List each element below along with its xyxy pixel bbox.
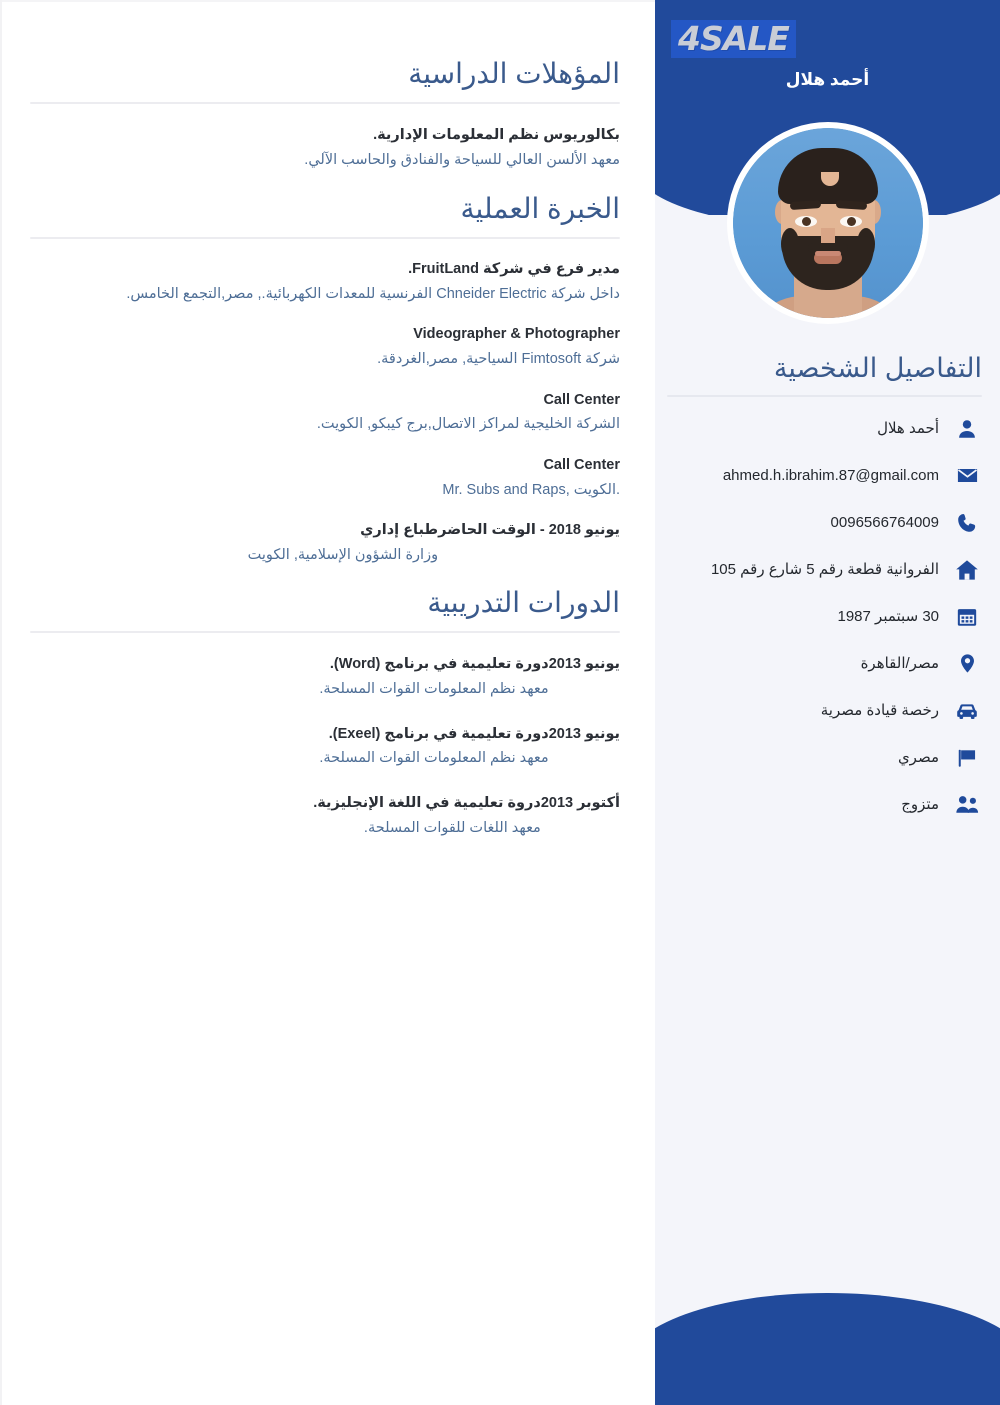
section-divider	[30, 102, 620, 104]
user-icon	[952, 414, 982, 444]
detail-value: مصري	[897, 749, 939, 767]
home-icon	[952, 555, 982, 585]
entry-body	[30, 654, 549, 700]
entry-body	[30, 724, 549, 770]
detail-row-email	[667, 461, 982, 491]
section-divider	[30, 631, 620, 633]
section-divider	[30, 237, 620, 239]
detail-value: 30 سبتمبر 1987	[837, 608, 939, 626]
entry-org: داخل شركة Chneider Electric الفرنسية للمعدات الكهربائية., مصر,التجمع الخامس.	[126, 285, 620, 302]
section-experience	[30, 191, 620, 566]
entry-role: دروة تعليمية في اللغة الإنجليزية.	[313, 794, 541, 811]
detail-row-location	[667, 649, 982, 679]
experience-entry	[30, 455, 620, 501]
map-pin-icon	[952, 649, 982, 679]
car-icon	[952, 696, 982, 726]
brand-logo	[671, 20, 796, 58]
entry-body	[30, 455, 620, 501]
entry-role: دورة تعليمية في برنامج (Word).	[329, 656, 549, 673]
entry-org: معهد نظم المعلومات القوات المسلحة.	[319, 750, 549, 767]
experience-entry	[30, 520, 620, 566]
avatar	[727, 122, 929, 324]
entry-role: بكالوريوس نظم المعلومات الإدارية.	[373, 127, 620, 143]
entry-body	[30, 390, 620, 436]
section-title-courses: الدورات التدريبية	[427, 587, 620, 619]
detail-value: أحمد هلال	[877, 420, 939, 438]
brand-logo-text: 4SALE	[678, 19, 789, 58]
detail-value: الفروانية قطعة رقم 5 شارع رقم 105	[710, 561, 939, 579]
entry-role: مدير فرع في شركة FruitLand.	[408, 261, 620, 278]
entry-org: شركة Fimtosoft السياحية, مصر,الغردقة.	[377, 351, 620, 368]
entry-role: طباع إداري	[360, 522, 439, 539]
detail-value: رخصة قيادة مصرية	[820, 702, 939, 720]
entry-org: Mr. Subs and Raps, الكويت.	[442, 481, 620, 498]
flag-icon	[952, 743, 982, 773]
sidebar-person-name: أحمد هلال	[785, 70, 870, 89]
entry-org: معهد اللغات للقوات المسلحة.	[363, 819, 541, 836]
entry-org: معهد نظم المعلومات القوات المسلحة.	[319, 681, 549, 698]
section-courses	[30, 585, 620, 839]
entry-org: وزارة الشؤون الإسلامية, الكويت	[247, 546, 439, 563]
sidebar	[655, 0, 1000, 1405]
detail-row-birthdate	[667, 602, 982, 632]
entry-date: يونيو 2013	[548, 656, 620, 673]
entry-date: يونيو 2013	[548, 725, 620, 742]
entry-org: الشركة الخليجية لمراكز الاتصال,برج كيبكو, الكويت.	[316, 416, 620, 433]
course-entry	[30, 654, 620, 700]
envelope-icon	[952, 461, 982, 491]
people-icon	[952, 790, 982, 820]
avatar-photo	[733, 128, 923, 318]
entry-body	[30, 259, 620, 305]
personal-details	[655, 352, 1000, 820]
detail-row-nationality	[667, 743, 982, 773]
course-entry	[30, 793, 620, 839]
experience-entry	[30, 324, 620, 370]
detail-row-address	[667, 555, 982, 585]
personal-details-title: التفاصيل الشخصية	[773, 353, 982, 383]
entry-role: Call Center	[543, 391, 620, 408]
entry-body	[30, 125, 620, 171]
section-education	[30, 56, 620, 171]
detail-value: متزوج	[901, 796, 939, 814]
detail-value: ahmed.h.ibrahim.87@gmail.com	[722, 467, 939, 485]
section-title-experience: الخبرة العملية	[460, 193, 620, 225]
details-divider	[667, 395, 982, 397]
entry-role: دورة تعليمية في برنامج (Exeel).	[328, 725, 549, 742]
entry-org: معهد الألسن العالي للسياحة والفنادق والحاسب الآلي.	[304, 151, 620, 168]
entry-role: Videographer & Photographer	[413, 326, 620, 343]
entry-date: أكتوبر 2013	[540, 794, 620, 811]
detail-row-name	[667, 414, 982, 444]
entry-date: يونيو 2018 - الوقت الحاضر	[438, 522, 620, 539]
phone-icon	[952, 508, 982, 538]
entry-body	[30, 793, 541, 839]
education-entry	[30, 125, 620, 171]
footer-curve-shape	[655, 1293, 1000, 1405]
calendar-icon	[952, 602, 982, 632]
section-title-education: المؤهلات الدراسية	[408, 58, 620, 89]
entry-body	[30, 520, 438, 566]
entry-body	[30, 324, 620, 370]
detail-row-marital-status	[667, 790, 982, 820]
experience-entry	[30, 259, 620, 305]
course-entry	[30, 724, 620, 770]
sidebar-footer	[655, 1285, 1000, 1405]
detail-value: مصر/القاهرة	[860, 655, 939, 673]
detail-row-phone	[667, 508, 982, 538]
detail-row-license	[667, 696, 982, 726]
experience-entry	[30, 390, 620, 436]
entry-role: Call Center	[543, 456, 620, 473]
detail-value: 0096566764009	[830, 514, 939, 532]
